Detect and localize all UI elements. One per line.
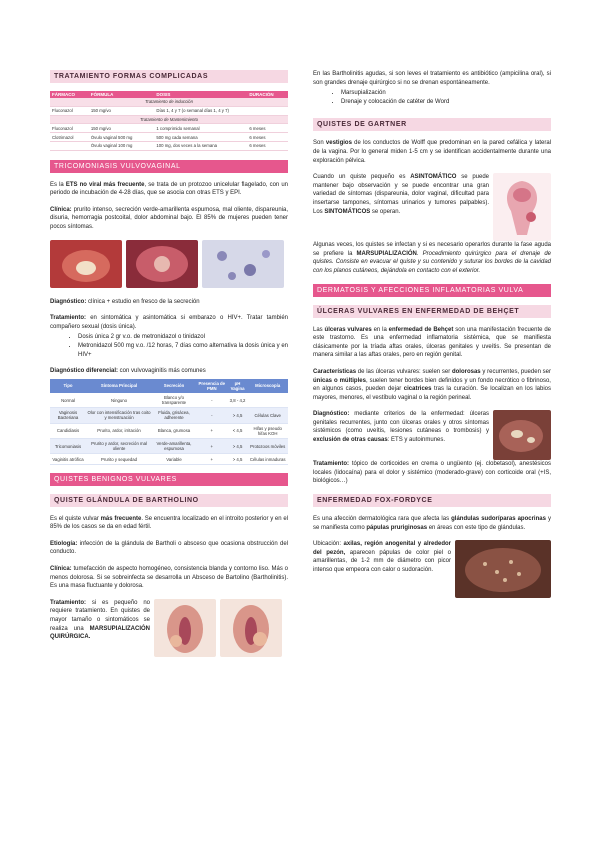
bart-tratamiento: Tratamiento: si es pequeño no requiere tratamiento. En quistes de mayor tamaño o sintomáticos se realiza una MARSUPIALIZACIÓN QUIRÚRGICA. xyxy=(50,599,150,641)
th-dosis: DOSIS xyxy=(154,91,247,98)
table-cell: Prurito y ardor, secreción mal oliente xyxy=(86,438,152,453)
behcet-features: Características de las úlceras vulvares: suelen ser dolorosas y recurrentes, pueden ser únicas o múltiples, suelen tener bordes bien definidos y un fondo necrótico o fibrinoso, en algunos casos, pueden dejar cicatrices tras la curación. Se localizan en los labios mayores, menores, el vestíbulo vaginal o la región perineal. xyxy=(313,368,552,401)
table-row xyxy=(50,393,288,408)
table-cell: Blanco y/o transparente xyxy=(152,393,196,408)
bartholin-illustration-1 xyxy=(154,599,216,657)
complicated-forms-header: TRATAMIENTO FORMAS COMPLICADAS xyxy=(50,70,288,83)
table-cell: 3,8 - 4,2 xyxy=(228,393,248,408)
trico-diag-diferencial: Diagnóstico diferencial: con vulvovaginitis más comunes xyxy=(50,368,206,375)
table-cell: Olor con intensificación tras coito y menstruación xyxy=(86,408,152,423)
right-column xyxy=(313,70,551,598)
table-cell: 6 meses xyxy=(247,124,288,133)
bart-intro: Es el quiste vulvar más frecuente. Se encuentra localizado en el introito posterior y en el 85% de los casos se da en edad fértil. xyxy=(50,515,289,531)
table-row xyxy=(50,438,288,453)
behcet-diag-row xyxy=(313,410,551,460)
fox-intro: Es una afección dermatológica rara que afecta las glándulas sudoríparas apocrinas y se manifiesta como pápulas pruriginosas en áreas con este tipo de glándulas. xyxy=(313,516,551,531)
benign-cysts-header: QUISTES BENIGNOS VULVARES xyxy=(50,473,288,486)
table-cell: > 4,5 xyxy=(228,408,248,423)
fox-ubicacion: Ubicación: axilas, región anogenital y alrededor del pezón, aparecen pápulas de color piel o amarillentas, de 1-2 mm de diámetro con picor intenso que empeora con calor o sudoración. xyxy=(313,541,451,574)
table-cell: Fluconazol xyxy=(50,106,89,115)
table-cell: + xyxy=(196,423,228,438)
table-cell: > 4,5 xyxy=(228,454,248,464)
table-cell: Células Clave xyxy=(247,408,288,423)
bart-clinica: Clínica: tumefacción de aspecto homogéneo, consistencia blanda y contorno liso. Más o menos dolorosa. Si se sobreinfecta se desarrolla un Absceso de Bartolino (Bartholinitis). Es una masa fluctuante y dolorosa. xyxy=(50,566,288,590)
table-cell: + xyxy=(196,454,228,464)
list-item: • Dosis única 2 gr v.o. de metronidazol o tinidazol xyxy=(78,333,288,342)
th-duracion: DURACIÓN xyxy=(247,91,288,98)
differential-diagnosis-table xyxy=(50,379,288,465)
table-cell: 150 mg/vo xyxy=(89,106,155,115)
table-cell: Prurito y sequedad xyxy=(86,454,152,464)
table-cell: Variable xyxy=(152,454,196,464)
table-cell: Células inmaduras xyxy=(247,454,288,464)
th-microscopia: Microscopía xyxy=(247,379,288,393)
table-cell xyxy=(50,141,89,150)
bartholinitis-list xyxy=(313,89,551,106)
table-cell: - xyxy=(196,393,228,408)
trico-clinical-photo-1 xyxy=(50,240,122,288)
table-row xyxy=(50,106,288,115)
complicated-treatment-table xyxy=(50,91,288,151)
table-cell: Tricomoniasis xyxy=(50,438,86,453)
fox-location-row xyxy=(313,540,551,598)
table-cell: > 4,5 xyxy=(228,438,248,453)
bartholin-header: QUISTE GLÁNDULA DE BARTHOLINO xyxy=(50,494,288,507)
gartner-marsupialization: Algunas veces, los quistes se infectan y si es necesario operarlos durante la fase aguda se prefiere la MARSUPIALIZACIÓN. Procedimiento quirúrgico para el drenaje de quistes. Consiste en evacuar el quiste y su contenido y suturar los bordes de la cavidad con los planos cutáneos, dejándola en contacto con el exterior. xyxy=(313,242,551,274)
behcet-tratamiento: Tratamiento: tópico de corticoides en crema o ungüento (ej. clobetasol), anestésicos locales (lidocaína) para el dolor y sistémico (moderado-grave) con corticoide oral (+IS, biológicos…) xyxy=(313,461,551,485)
table-cell: Fluconazol xyxy=(50,124,89,133)
trico-clinical-photo-2 xyxy=(126,240,198,288)
table-subheader: Tratamiento de Mantenimiento xyxy=(50,115,288,124)
gartner-intro: Son vestigios de los conductos de Wolff que predominan en la pared cefálica y lateral de la vagina. Por lo general miden 1-5 cm y se identifican accidentalmente durante una exploración pélvica. xyxy=(313,140,551,164)
table-row xyxy=(50,133,288,142)
behcet-ulcer-photo xyxy=(493,410,551,460)
dermatosis-header: DERMATOSIS Y AFECCIONES INFLAMATORIAS VULVA xyxy=(313,284,551,297)
trico-diagnostico: Diagnóstico: clínica + estudio en fresco de la secreción xyxy=(50,298,200,305)
list-item: • Drenaje y colocación de catéter de Word xyxy=(341,98,551,107)
trico-clinica: Clínica: prurito intenso, secreción verde-amarillenta espumosa, mal oliente, dispareunia, disuria, hemorragia postcoital, dolor abdominal bajo. El 85% de mujeres pueden tener pocos síntomas. xyxy=(50,206,288,231)
table-cell: Prurito, ardor, irritación xyxy=(86,423,152,438)
trico-treatment-list xyxy=(50,333,288,359)
table-cell: Protozoos móviles xyxy=(247,438,288,453)
th-tipo: Tipo xyxy=(50,379,86,393)
gartner-symptoms-row xyxy=(313,173,551,241)
table-cell: Blanca, grumosa xyxy=(152,423,196,438)
fox-fordyce-header: ENFERMEDAD FOX-FORDYCE xyxy=(313,494,551,507)
th-formula: FÓRMULA xyxy=(89,91,155,98)
bart-treatment-row xyxy=(50,599,288,657)
th-sintoma: Síntoma Principal xyxy=(86,379,152,393)
behcet-diagnostico: Diagnóstico: mediante criterios de la enfermedad: úlceras genitales recurrentes, junto con úlceras orales y otros síntomas sistémicos (como uveítis, lesiones cutáneas o trombosis) y exclusión de otras causas: ETS y autoinmunes. xyxy=(313,411,489,444)
table-subheader: Tratamiento de inducción xyxy=(50,98,288,106)
gartner-header: QUISTES DE GARTNER xyxy=(313,118,551,131)
left-column xyxy=(50,70,288,657)
table-row xyxy=(50,423,288,438)
table-cell: Ninguno xyxy=(86,393,152,408)
table-cell: Fluida, grisácea, adherente xyxy=(152,408,196,423)
bartholinitis-text: En las Bartholinitis agudas, si son leves el tratamiento es antibiótico (ampicilina oral), si son grandes drenaje quirúrgico si no se drenan espontáneamente. xyxy=(313,71,551,86)
gartner-symptoms: Cuando un quiste pequeño es ASINTOMÁTICO se puede mantener bajo observación y se puede encontrar una gran variedad de síntomas (dispareunia, dolor vaginal, dificultad para insertarse tampones, síntomas urinarios y tumores palpables). Los SINTOMÁTICOS se operan. xyxy=(313,174,490,215)
th-secrecion: Secreción xyxy=(152,379,196,393)
table-cell: 6 meses xyxy=(247,133,288,142)
table-cell: Óvulo vaginal 100 mg xyxy=(89,141,155,150)
fox-fordyce-photo xyxy=(455,540,551,598)
table-row xyxy=(50,124,288,133)
table-cell: < 4,5 xyxy=(228,423,248,438)
table-cell: Óvulo vaginal 500 mg xyxy=(89,133,155,142)
table-row xyxy=(50,454,288,464)
behcet-header: ÚLCERAS VULVARES EN ENFERMEDAD DE BEHÇET xyxy=(313,305,551,318)
trico-intro: Es la ETS no viral más frecuente, se trata de un protozoo unicelular flagelado, con un periodo de incubación de 4-28 días, que se asocia con otras ETS y EPI. xyxy=(50,181,289,197)
gartner-anatomy-illustration xyxy=(493,173,551,241)
th-pmn: Presencia de PMN xyxy=(196,379,228,393)
table-cell: 6 meses xyxy=(247,141,288,150)
bart-etiologia: Etiología: infección de la glándula de Bartholi o absceso que ocasiona obstrucción del conducto. xyxy=(50,540,288,556)
trico-microscopy-photo xyxy=(202,240,284,288)
table-cell: Vaginitis atrófica xyxy=(50,454,86,464)
table-cell: 500 mg cada semana xyxy=(154,133,247,142)
list-item: • Metronidazol 500 mg v.o. /12 horas, 7 días como alternativa la dosis única y en HIV+ xyxy=(78,342,288,359)
th-ph: pH Vagina xyxy=(228,379,248,393)
behcet-intro: Las úlceras vulvares en la enfermedad de Behçet son una manifestación frecuente de este trastorno. Es una enfermedad inflamatoria sistémica, que se manifiesta clásicamente por la tríada aftas orales, úlceras genitales y uveítis. Se presentan de manera similar a las aftas orales, pero en región genital. xyxy=(313,326,551,359)
th-farmaco: FÁRMACO xyxy=(50,91,89,98)
bartholin-illustration-2 xyxy=(220,599,282,657)
table-cell: Clotrimazol xyxy=(50,133,89,142)
table-cell: Normal xyxy=(50,393,86,408)
table-cell: 150 mg/vo xyxy=(89,124,155,133)
table-cell: + xyxy=(196,438,228,453)
table-cell: Hifas y pseudo hifas KOH xyxy=(247,423,288,438)
table-row xyxy=(50,141,288,150)
table-cell: 100 mg, dos veces a la semana xyxy=(154,141,247,150)
table-row xyxy=(50,408,288,423)
trico-images xyxy=(50,240,288,288)
table-cell: Verde-amarillenta, espumosa xyxy=(152,438,196,453)
table-cell: Días 1, 4 y 7 (o semanal días 1, 4 y 7) xyxy=(154,106,288,115)
table-cell xyxy=(247,393,288,408)
tricomoniasis-header: TRICOMONIASIS VULVOVAGINAL xyxy=(50,160,288,173)
trico-tratamiento: Tratamiento: en sintomática y asintomática si embarazo o HIV+. Tratar también compañero sexual (dosis única). xyxy=(50,315,288,330)
table-cell: 1 comprimido semanal xyxy=(154,124,247,133)
table-cell: - xyxy=(196,408,228,423)
table-cell: Candidiasis xyxy=(50,423,86,438)
list-item: • Marsupialización xyxy=(341,89,551,98)
table-cell: Vaginosis Bacteriana xyxy=(50,408,86,423)
